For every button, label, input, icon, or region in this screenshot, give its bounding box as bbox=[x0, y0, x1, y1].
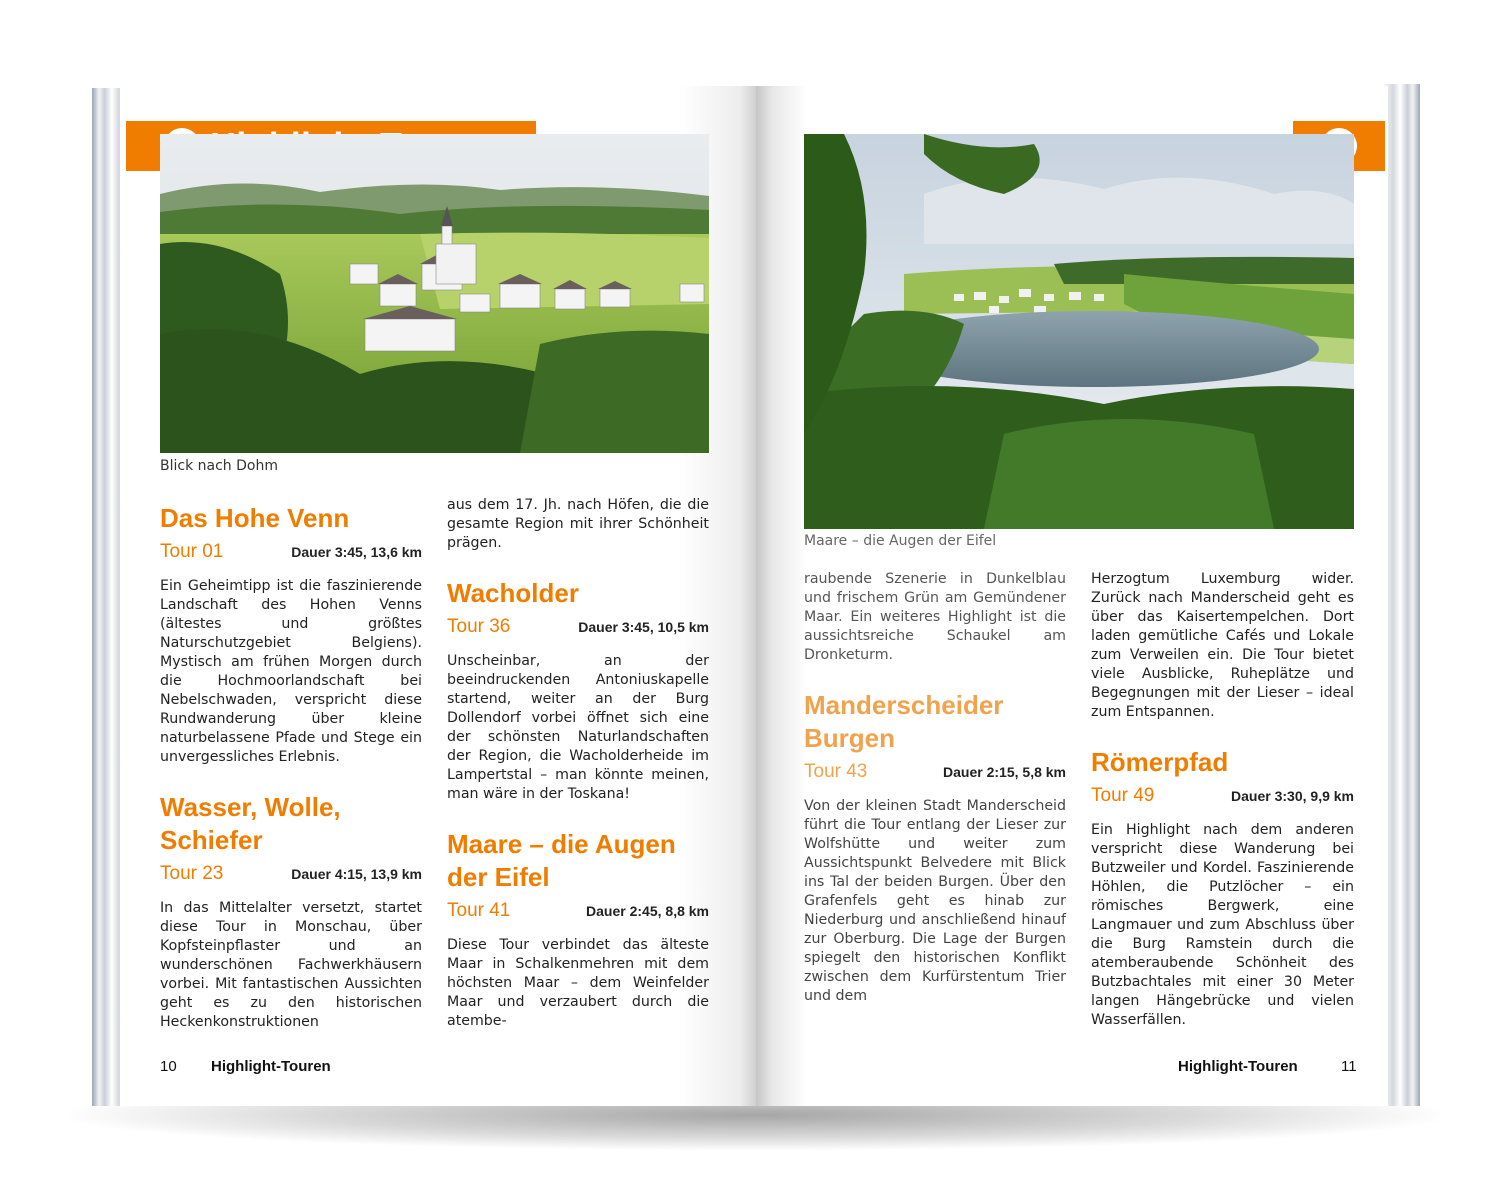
tour-description: Ein Highlight nach dem anderen verspricht diese Wanderung bei Butzweiler und Kordel. Faszinierende Höhlen, die Putzlöcher – ein römisches Bergwerk, eine Langmauer und zum Abschluss über die Burg Ramstein durch die atemberaubende Schönheit des Butzbachtales mit einer 30 Meter langen Hängebrücke und vielen Wasserfällen. bbox=[1091, 822, 1354, 1028]
photo-caption: Maare – die Augen der Eifel bbox=[804, 533, 997, 549]
tour-meta bbox=[447, 616, 709, 638]
tour-description: Von der kleinen Stadt Manderscheid führt die Tour entlang der Lieser zur Wolfshütte und weiter zum Aussichtspunkt Belvedere mit Blick ins Tal der beiden Burgen. Über den Grafenfels geht es hinab zur Niederburg und anschließend hinauf zur Oberburg. Die Lage der Burgen spiegelt den historischen Konflikt zwischen dem Kurfürstentum Trier und dem bbox=[804, 798, 1066, 1004]
tour-duration: Dauer 4:15, 13,9 km bbox=[291, 866, 422, 882]
tour-description: In das Mittelalter versetzt, startet diese Tour in Monschau, über Kopfsteinpflaster und an wunderschönen Fachwerkhäusern vorbei. Mit fantastischen Aussichten geht es zu den historischen Heckenkonstruktionen bbox=[160, 900, 422, 1030]
left-column-1 bbox=[160, 502, 422, 1032]
right-page-edges bbox=[1384, 84, 1420, 1106]
tour-meta bbox=[804, 761, 1066, 783]
tour-number: Tour 23 bbox=[160, 863, 224, 884]
running-header-text: Highlight-Touren bbox=[211, 1058, 331, 1075]
section-heading: Maare – die Augen der Eifel bbox=[447, 829, 676, 892]
page-number: 11 bbox=[1341, 1058, 1357, 1075]
running-header bbox=[211, 1058, 331, 1075]
tour-duration: Dauer 3:45, 13,6 km bbox=[291, 544, 422, 560]
village-photo bbox=[160, 134, 709, 453]
section-heading: Wasser, Wolle, Schiefer bbox=[160, 792, 341, 855]
tour-duration: Dauer 3:45, 10,5 km bbox=[578, 619, 709, 635]
right-column-2 bbox=[1091, 570, 1354, 1030]
running-header-text: Highlight-Touren bbox=[1178, 1058, 1298, 1075]
section-heading: Das Hohe Venn bbox=[160, 503, 350, 533]
photo-caption: Blick nach Dohm bbox=[160, 458, 278, 474]
tour-description: Diese Tour verbindet das älteste Maar in Schalkenmehren mit dem höchsten Maar – dem Weinfelder Maar und verzaubert durch die atembe- bbox=[447, 937, 709, 1029]
continued-text: raubende Szenerie in Dunkelblau und frischem Grün am Gemündener Maar. Ein weiteres Highlight ist die aussichtsreiche Schaukel am Dronketurm. bbox=[804, 571, 1066, 663]
left-column-2 bbox=[447, 496, 709, 1031]
tour-number: Tour 41 bbox=[447, 900, 511, 921]
tour-number: Tour 01 bbox=[160, 541, 224, 562]
tour-meta bbox=[160, 541, 422, 563]
section-heading: Römerpfad bbox=[1091, 747, 1229, 777]
tour-number: Tour 49 bbox=[1091, 785, 1155, 806]
tour-duration: Dauer 2:45, 8,8 km bbox=[586, 903, 709, 919]
tour-description: Ein Geheimtipp ist die faszinierende Landschaft des Hohen Venns (ältestes und größtes Naturschutzgebiet Belgiens). Mystisch am frühen Morgen durch die Hochmoorlandschaft bei Nebelschwaden, verspricht diese Rundwanderung über kleine naturbelassene Pfade und Stege ein unvergessliches Erlebnis. bbox=[160, 578, 422, 765]
tour-meta bbox=[447, 900, 709, 922]
book-gutter bbox=[740, 86, 772, 1106]
right-column-1 bbox=[804, 570, 1066, 1006]
maar-lake-photo bbox=[804, 134, 1354, 529]
tour-number: Tour 43 bbox=[804, 761, 868, 782]
continued-text: aus dem 17. Jh. nach Höfen, die die gesamte Region mit ihrer Schönheit prägen. bbox=[447, 497, 709, 551]
section-heading: Manderscheider Burgen bbox=[804, 690, 1004, 753]
running-header bbox=[1178, 1058, 1298, 1075]
tour-meta bbox=[160, 863, 422, 885]
tour-number: Tour 36 bbox=[447, 616, 511, 637]
tour-meta bbox=[1091, 785, 1354, 807]
section-heading: Wacholder bbox=[447, 578, 579, 608]
continued-text: Herzogtum Luxemburg wider. Zurück nach Manderscheid geht es über das Kaisertempelchen. Dort laden gemütliche Cafés und Lokale zum Verweilen ein. Die Tour bietet viele Ausblicke, Ruheplätze und Begegnungen mit der Lieser – ideal zum Entspannen. bbox=[1091, 571, 1354, 720]
tour-description: Unscheinbar, an der beeindruckenden Antoniuskapelle startend, weiter an der Burg Dollendorf vorbei öffnet sich eine der schönsten Naturlandschaften der Region, die Wacholderheide im Lampertstal – man könnte meinen, man wäre in der Toskana! bbox=[447, 653, 709, 802]
tour-duration: Dauer 3:30, 9,9 km bbox=[1231, 788, 1354, 804]
page-number: 10 bbox=[160, 1058, 177, 1075]
tour-duration: Dauer 2:15, 5,8 km bbox=[943, 764, 1066, 780]
